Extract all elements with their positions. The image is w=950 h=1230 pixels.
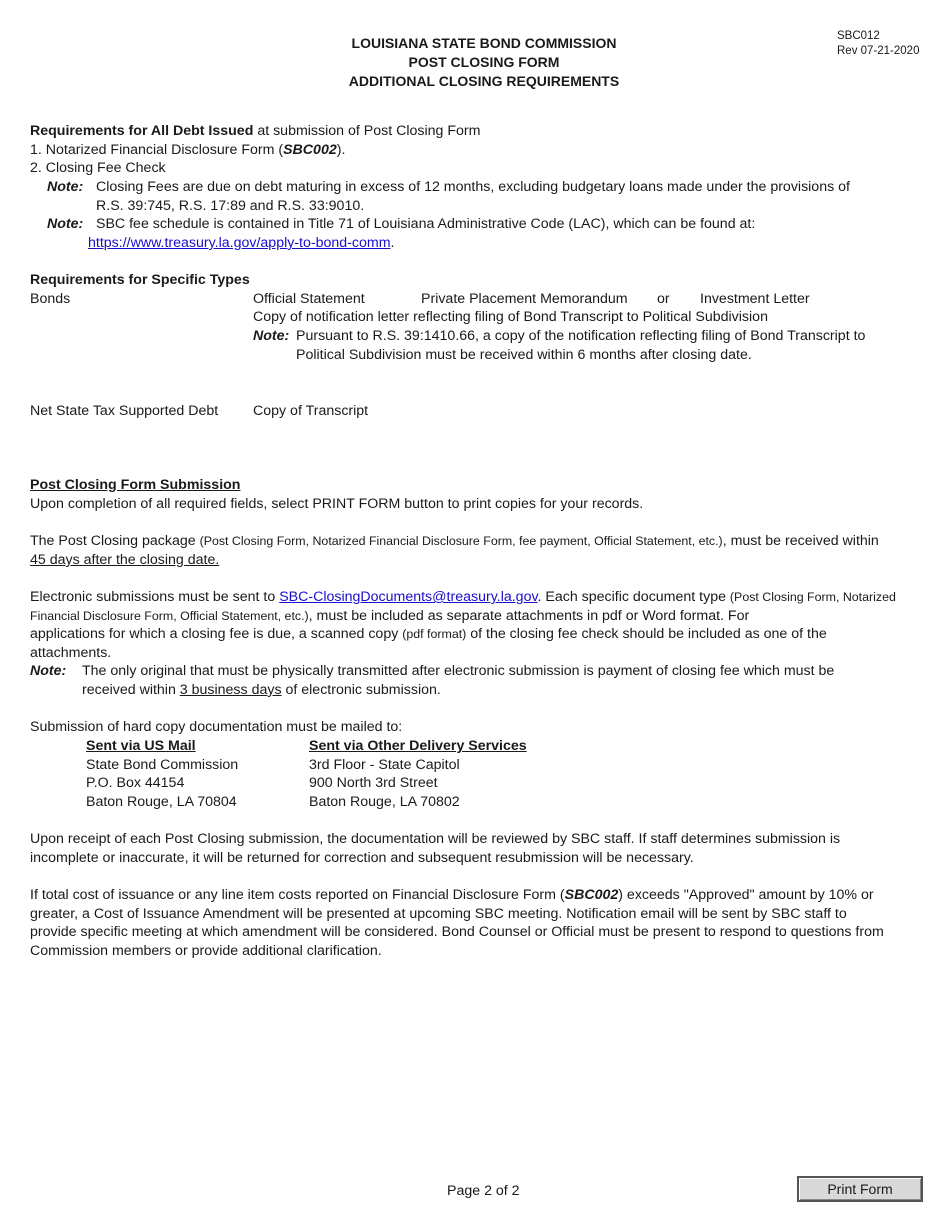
package-text-c: , must be received within [722, 533, 879, 549]
cost-line1 [30, 886, 874, 905]
electronic-line1 [30, 588, 896, 607]
submission-heading: Post Closing Form Submission [30, 477, 241, 493]
note-label: Note: [30, 663, 67, 679]
net-state-tax-label: Net State Tax Supported Debt [30, 403, 219, 419]
us-mail-heading: Sent via US Mail [86, 738, 196, 754]
all-debt-heading-rest: at submission of Post Closing Form [253, 123, 481, 139]
fee-schedule-note-line1: SBC fee schedule is contained in Title 71 of Louisiana Administrative Code (LAC), which can be found at: [96, 216, 756, 232]
form-code: SBC012 [837, 30, 880, 42]
print-instructions: Upon completion of all required fields, select PRINT FORM button to print copies for your records. [30, 496, 644, 512]
electronic-text-d: Financial Disclosure Form, Official Statement, etc.) [30, 609, 309, 623]
notification-letter-line: Copy of notification letter reflecting filing of Bond Transcript to Political Subdivision [253, 309, 768, 325]
option-private-placement: Private Placement Memorandum [421, 291, 628, 307]
electronic-text-b: . Each specific document type [537, 589, 730, 605]
us-mail-line: P.O. Box 44154 [86, 775, 185, 792]
package-deadline: 45 days after the closing date. [30, 552, 220, 568]
option-or: or [657, 291, 670, 307]
note-label: Note: [47, 216, 84, 232]
transcript-note-line1: Pursuant to R.S. 39:1410.66, a copy of the notification reflecting filing of Bond Transcript to [296, 328, 866, 344]
all-debt-item-2: 2. Closing Fee Check [30, 160, 166, 176]
other-delivery-address [309, 737, 527, 811]
item1-prefix: 1. Notarized Financial Disclosure Form ( [30, 142, 284, 158]
print-form-button[interactable]: Print Form [797, 1176, 923, 1202]
all-debt-heading [30, 122, 480, 141]
header-title-requirements: ADDITIONAL CLOSING REQUIREMENTS [348, 73, 620, 89]
form-id [837, 29, 919, 58]
package-contents: (Post Closing Form, Notarized Financial Disclosure Form, fee payment, Official Statement, etc.) [199, 534, 723, 548]
other-delivery-heading: Sent via Other Delivery Services [309, 738, 527, 754]
original-note-line1: The only original that must be physically transmitted after electronic submission is payment of closing fee which must be [82, 663, 835, 679]
cost-line2: greater, a Cost of Issuance Amendment will be presented at upcoming SBC meeting. Notification email will be sent by SBC staff to [30, 906, 847, 922]
header-title-form: POST CLOSING FORM [408, 54, 560, 70]
treasury-link[interactable]: https://www.treasury.la.gov/apply-to-bond-comm [88, 235, 391, 251]
net-state-tax-value: Copy of Transcript [253, 403, 369, 419]
form-revision: Rev 07-21-2020 [837, 44, 920, 57]
electronic-text-f: applications for which a closing fee is due, a scanned copy [30, 626, 403, 642]
closing-fee-note-line1: Closing Fees are due on debt maturing in excess of 12 months, excluding budgetary loans made under the provisions of [96, 179, 850, 195]
link-period: . [390, 235, 395, 251]
other-delivery-line: 900 North 3rd Street [309, 775, 438, 792]
all-debt-item-1 [30, 141, 345, 160]
cost-text-a: If total cost of issuance or any line item costs reported on Financial Disclosure Form ( [30, 887, 565, 903]
header-title-commission: LOUISIANA STATE BOND COMMISSION [351, 35, 617, 51]
form-header [0, 34, 950, 91]
original-note-text-a: received within [82, 682, 180, 698]
cost-line4: Commission members or provide additional clarification. [30, 943, 382, 959]
us-mail-line: State Bond Commission [86, 756, 239, 773]
business-days: 3 business days [179, 682, 282, 698]
electronic-line2 [30, 607, 749, 626]
sbc002-code: SBC002 [283, 142, 337, 158]
review-line2: incomplete or inaccurate, it will be returned for correction and subsequent resubmission will be necessary. [30, 850, 694, 866]
electronic-line4: attachments. [30, 645, 112, 661]
all-debt-heading-bold: Requirements for All Debt Issued [30, 123, 254, 139]
us-mail-line: Baton Rouge, LA 70804 [86, 793, 237, 810]
electronic-text-g: (pdf format) [402, 627, 467, 641]
closing-fee-note-line2: R.S. 39:745, R.S. 17:89 and R.S. 33:9010. [96, 198, 365, 214]
item1-suffix: ). [336, 142, 346, 158]
review-line1: Upon receipt of each Post Closing submission, the documentation will be reviewed by SBC staff. If staff determines submission is [30, 831, 841, 847]
electronic-text-a: Electronic submissions must be sent to [30, 589, 280, 605]
other-delivery-line: Baton Rouge, LA 70802 [309, 793, 460, 810]
other-delivery-line: 3rd Floor - State Capitol [309, 756, 460, 773]
bonds-label: Bonds [30, 291, 71, 307]
package-line1 [30, 532, 879, 551]
cost-line3: provide specific meeting at which amendment will be considered. Bond Counsel or Official must be present to respond to questions from [30, 924, 884, 940]
note-label: Note: [47, 179, 84, 195]
specific-types-heading: Requirements for Specific Types [30, 272, 250, 288]
closing-documents-email-link[interactable]: SBC-ClosingDocuments@treasury.la.gov [279, 589, 538, 605]
package-text-a: The Post Closing package [30, 533, 200, 549]
mail-intro: Submission of hard copy documentation must be mailed to: [30, 719, 403, 735]
transcript-note-line2: Political Subdivision must be received within 6 months after closing date. [296, 347, 752, 363]
electronic-text-e: , must be included as separate attachments in pdf or Word format. For [308, 608, 750, 624]
electronic-text-h: of the closing fee check should be included as one of the [466, 626, 827, 642]
fee-schedule-link-line [88, 234, 394, 253]
page-number: Page 2 of 2 [447, 1183, 520, 1199]
us-mail-address [86, 737, 238, 811]
option-investment-letter: Investment Letter [700, 291, 810, 307]
electronic-line3 [30, 625, 827, 644]
electronic-text-c: (Post Closing Form, Notarized [729, 590, 896, 604]
cost-text-b: ) exceeds "Approved" amount by 10% or [618, 887, 874, 903]
original-note-text-c: of electronic submission. [281, 682, 441, 698]
note-label: Note: [253, 328, 290, 344]
original-note-line2 [82, 681, 441, 700]
sbc002-code: SBC002 [564, 887, 619, 903]
option-official-statement: Official Statement [253, 291, 365, 307]
